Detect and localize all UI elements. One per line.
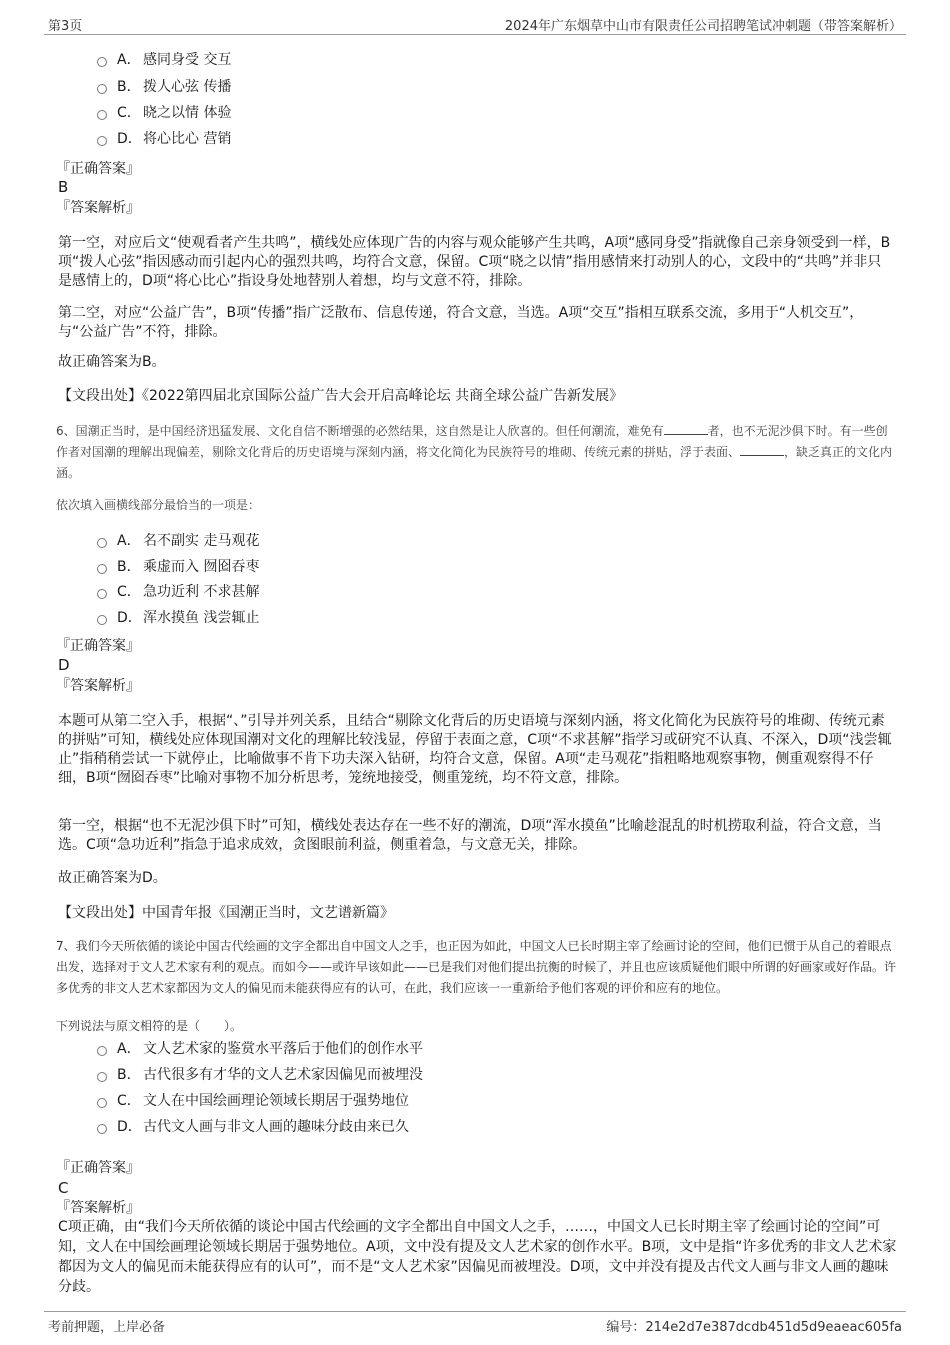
fill-blank — [664, 422, 708, 435]
radio-icon[interactable] — [97, 84, 107, 94]
page-number: 第3页 — [48, 19, 83, 34]
q5-source: 【文段出处】《2022第四届北京国际公益广告大会开启高峰论坛 共商全球公益广告新发展》 — [58, 388, 624, 404]
q6-analysis-p1: 本题可从第二空入手，根据“、”引导并列关系，且结合“剔除文化背后的历史语境与深刻内涵，将文化简化为民族符号的堆砌、传统元素的拼贴”可知，横线处应体现国潮对文化的理解比较浅显，停留于表面之意，C项“不求甚解”指学习或研究不认真、不深入，D项“浅尝辄止”指稍稍尝试一下就停止，比喻做事不肯下功夫深入钻研，均符合文意，保留。A项“走马观花”指粗略地观察事物，侧重观察得不仔细，B项“囫囵吞枣”比喻对事物不加分析思考，笼统地接受，侧重笼统，均不符文意，排除。 — [58, 713, 892, 786]
document-title: 2024年广东烟草中山市有限责任公司招聘笔试冲刺题（带答案解析） — [504, 19, 902, 34]
q5-analysis-p1: 第一空，对应后文“使观看者产生共鸣”，横线处应体现广告的内容与观众能够产生共鸣，A项“感同身受”指就像自己亲身领受到一样，B项“拨人心弦”指因感动而引起内心的强烈共鸣，均符合文意，保留。C项“晓之以情”指用感情来打动别人的心，文段中的“共鸣”并非只是感情上的，D项“将心比心”指设身处地替别人着想，均与文意不符，排除。 — [58, 235, 891, 289]
radio-icon[interactable] — [97, 110, 107, 120]
q6-prompt: 依次填入画横线部分最恰当的一项是： — [56, 498, 261, 512]
q5-analysis-p2: 第二空，对应“公益广告”，B项“传播”指广泛散布、信息传递，符合文意，当选。A项“交互”指相互联系交流，多用于“人机交互”，与“公益广告”不符，排除。 — [58, 305, 864, 340]
radio-icon[interactable] — [97, 564, 107, 574]
q5-analysis-label: 『答案解析』 — [56, 200, 140, 216]
document-code: 编号：214e2d7e387dcdb451d5d9eaeac605fa — [606, 1320, 902, 1335]
q6-answer-label: 『正确答案』 — [56, 638, 140, 654]
radio-icon[interactable] — [97, 615, 107, 625]
q7-analysis: C项正确，由“我们今天所依循的谈论中国古代绘画的文字全都出自中国文人之手，……，中国文人已长时期主宰了绘画讨论的空间”可知，文人在中国绘画理论领域长期居于强势地位。A项，文中没有提及文人艺术家的创作水平。B项，文中是指“许多优秀的非文人艺术家都因为文人的偏见而未能获得应有的认可”，而不是“文人艺术家”因偏见而被埋没。D项，文中并没有提及古代文人画与非文人画的趣味分歧。 — [58, 1219, 897, 1295]
q6-analysis-label: 『答案解析』 — [56, 678, 140, 694]
radio-icon[interactable] — [97, 589, 107, 599]
page-header — [44, 12, 906, 35]
q6-answer: D — [58, 656, 70, 674]
q5-answer-label: 『正确答案』 — [56, 161, 140, 177]
q7-stem: 7、我们今天所依循的谈论中国古代绘画的文字全都出自中国文人之手，也正因为如此，中国文人已长时期主宰了绘画讨论的空间，他们已惯于从自己的着眼点出发，选择对于文人艺术家有利的观点。而如今——或许早该如此——已是我们对他们提出抗衡的时候了，并且也应该质疑他们眼中所谓的好画家或好作品。许多优秀的非文人艺术家都因为文人的偏见而未能获得应有的认可，在此，我们应该一一重新给予他们客观的评价和应有的地位。 — [56, 939, 897, 995]
q6-option-a[interactable]: A． 名不副实 走马观花 — [97, 531, 259, 551]
q7-option-d[interactable]: D．古代文人画与非文人画的趣味分歧由来已久 — [97, 1117, 409, 1137]
q7-option-b[interactable]: B． 古代很多有才华的文人艺术家因偏见而被埋没 — [97, 1065, 423, 1085]
radio-icon[interactable] — [97, 136, 107, 146]
fill-blank — [740, 443, 784, 456]
q5-answer: B — [58, 178, 69, 196]
radio-icon[interactable] — [97, 57, 107, 67]
q5-option-c[interactable]: C． 晓之以情 体验 — [97, 103, 231, 123]
q7-answer: C — [58, 1179, 69, 1197]
q6-analysis-p2: 第一空，根据“也不无泥沙俱下时”可知，横线处表达存在一些不好的潮流，D项“浑水摸鱼”比喻趁混乱的时机捞取利益，符合文意，当选。C项“急功近利”指急于追求成效，贪图眼前利益，侧重着急，与文意无关，排除。 — [58, 818, 882, 853]
q5-option-b[interactable]: B． 拨人心弦 传播 — [97, 77, 231, 97]
q7-option-c[interactable]: C． 文人在中国绘画理论领域长期居于强势地位 — [97, 1091, 409, 1111]
page-footer — [44, 1311, 906, 1336]
q5-option-a[interactable]: A． 感同身受 交互 — [97, 50, 231, 70]
q7-prompt: 下列说法与原文相符的是（ ）。 — [56, 1019, 243, 1033]
q6-option-d[interactable]: D．浑水摸鱼 浅尝辄止 — [97, 608, 259, 628]
q7-answer-label: 『正确答案』 — [56, 1160, 140, 1176]
footer-slogan: 考前押题，上岸必备 — [48, 1320, 166, 1335]
radio-icon[interactable] — [97, 1124, 107, 1134]
radio-icon[interactable] — [97, 1046, 107, 1056]
q6-option-c[interactable]: C． 急功近利 不求甚解 — [97, 582, 259, 602]
radio-icon[interactable] — [97, 538, 107, 548]
q6-option-b[interactable]: B． 乘虚而入 囫囵吞枣 — [97, 557, 259, 577]
q6-stem: 6、国潮正当时，是中国经济迅猛发展、文化自信不断增强的必然结果，这自然是让人欣喜的。但任何潮流，难免有 者，也不无泥沙俱下时。有一些创作者对国潮的理解出现偏差，剔除文化背后的历史语境与深刻内涵，将文化简化为民族符号的堆砌、传统元素的拼贴，浮于表面、 ，缺乏真正的文化内涵。 — [56, 424, 893, 480]
q5-analysis-p3: 故正确答案为B。 — [58, 354, 166, 370]
q6-analysis-p3: 故正确答案为D。 — [58, 870, 167, 886]
radio-icon[interactable] — [97, 1098, 107, 1108]
q7-option-a[interactable]: A． 文人艺术家的鉴赏水平落后于他们的创作水平 — [97, 1039, 423, 1059]
q6-source: 【文段出处】中国青年报《国潮正当时，文艺谱新篇》 — [58, 905, 394, 921]
q5-option-d[interactable]: D．将心比心 营销 — [97, 129, 231, 149]
radio-icon[interactable] — [97, 1072, 107, 1082]
q7-analysis-label: 『答案解析』 — [56, 1200, 140, 1216]
